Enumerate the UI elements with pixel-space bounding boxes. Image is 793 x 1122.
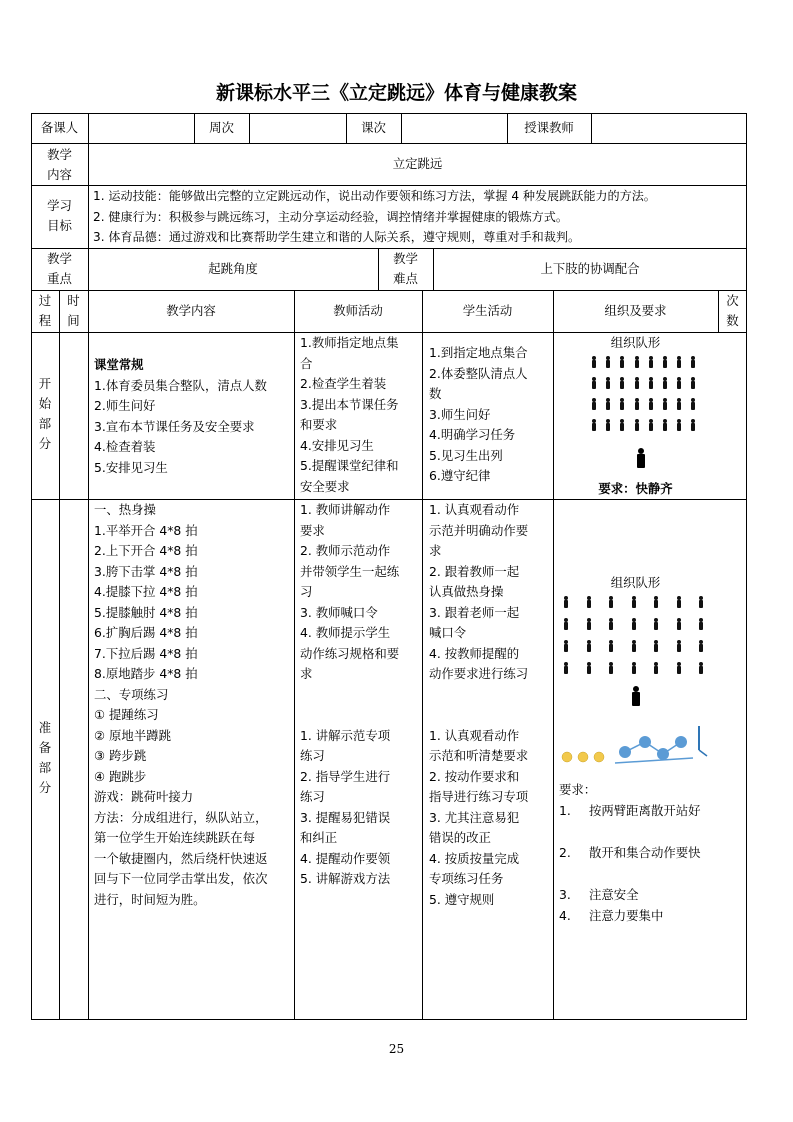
start-formation-diagram (553, 356, 718, 476)
col-time-line: 间 (67, 313, 80, 328)
prep-teacher-line: 4. 提醒动作要领 (300, 850, 391, 866)
student-figure-icon (563, 596, 569, 608)
prep-student-line: 2. 跟着教师一起 (429, 563, 520, 579)
student-figure-icon (698, 596, 704, 608)
prep-student-line: 认真做热身操 (429, 584, 504, 599)
student-figure-icon (586, 662, 592, 674)
start-student-line: 数 (429, 386, 442, 401)
prep-teacher-line: 3. 提醒易犯错误 (300, 809, 391, 825)
preparer-value[interactable] (88, 113, 194, 143)
return-path-arrow (615, 758, 693, 763)
prep-content-line: 进行，时间短为胜。 (94, 891, 206, 907)
key-label-line: 教学 (47, 251, 72, 266)
student-figure-icon (605, 377, 611, 389)
section-label-char: 部 (38, 416, 52, 431)
start-content-item: 1.体育委员集合整队，清点人数 (94, 377, 267, 393)
prep-student-line: 3. 尤其注意易犯 (429, 809, 520, 825)
start-student-line: 1.到指定地点集合 (429, 345, 528, 360)
student-figure-icon (698, 640, 704, 652)
col-count-line: 次 (726, 293, 739, 308)
student-figure-icon (631, 640, 637, 652)
req-text-line: 按两臂距离散开站好 (589, 803, 701, 818)
start-section-label (31, 374, 59, 464)
start-teacher-line: 1.教师指定地点集 (300, 335, 399, 350)
student-figure-icon (653, 618, 659, 630)
week-value[interactable] (249, 113, 346, 143)
req-number: 2. (559, 845, 571, 860)
student-figure-icon (591, 377, 597, 389)
prep-student-line: 喊口令 (429, 625, 467, 640)
difficulty-label-line: 难点 (393, 271, 418, 286)
prep-student-line: 动作要求进行练习 (429, 666, 529, 681)
prep-student-line: 4. 按教师提醒的 (429, 645, 520, 661)
lesson-value[interactable] (401, 113, 507, 143)
prep-content (94, 500, 294, 920)
col-count (718, 291, 747, 332)
section-label-char: 分 (38, 436, 52, 451)
prep-teacher-line: 和纠正 (300, 830, 338, 845)
student-figure-icon (698, 618, 704, 630)
prep-content-line: 二、专项练习 (94, 686, 169, 702)
student-figure-icon (591, 419, 597, 431)
student-figure-icon (586, 618, 592, 630)
prep-student-line: 1. 认真观看动作 (429, 727, 520, 743)
col-count-line: 数 (726, 313, 739, 328)
student-figure-icon (676, 662, 682, 674)
student-figure-icon (586, 640, 592, 652)
prep-student-line: 求 (429, 543, 442, 558)
difficulty-value: 上下肢的协调配合 (540, 260, 640, 276)
prep-student-line: 2. 按动作要求和 (429, 768, 520, 784)
start-teacher-line: 合 (300, 355, 313, 371)
student-figure-icon (662, 377, 668, 389)
prep-teacher-line: 2. 教师示范动作 (300, 543, 391, 558)
prep-content-line: 8.原地踏步 4*8 拍 (94, 666, 198, 681)
start-content-title: 课堂常规 (94, 357, 144, 372)
prep-teacher-line: 1. 讲解示范专项 (300, 727, 391, 743)
prep-teacher-line: 要求 (300, 522, 325, 538)
student-figure-icon (690, 377, 696, 389)
teacher-figure-icon (636, 448, 646, 468)
start-student-line: 6.遵守纪律 (429, 468, 491, 483)
student-figure-icon (676, 356, 682, 368)
prep-teacher (300, 500, 422, 900)
student-figure-icon (662, 419, 668, 431)
start-teacher (300, 333, 422, 499)
prep-content-line: 2.上下开合 4*8 拍 (94, 543, 198, 558)
goal-item: 1. 运动技能：能够做出完整的立定跳远动作，说出动作要领和练习方法，掌握 4 种发展跳跃能力的方法。 (93, 189, 656, 203)
content-label-line: 教学 (47, 147, 72, 162)
content-value: 立定跳远 (392, 155, 443, 171)
prep-teacher-line: 求 (300, 666, 313, 681)
col-time-line: 时 (67, 293, 80, 308)
section-label-char: 部 (38, 760, 52, 775)
start-student (429, 343, 553, 493)
start-student-line: 2.体委整队清点人 (429, 365, 528, 381)
prep-teacher-line: 动作练习规格和要 (300, 645, 400, 661)
jump-path-arrow (625, 742, 681, 754)
prep-content-line: 5.提膝触肘 4*8 拍 (94, 604, 198, 620)
prep-content-line: ① 提踵练习 (94, 707, 159, 722)
prep-student-line (429, 685, 553, 706)
prep-student-line: 指导进行练习专项 (429, 789, 529, 804)
page-number: 25 (388, 1042, 405, 1056)
start-content-item: 2.师生问好 (94, 398, 156, 413)
prep-content-line: 7.下拉后踢 4*8 拍 (94, 645, 198, 661)
student-figure-icon (653, 640, 659, 652)
prep-content-line: 1.平举开合 4*8 拍 (94, 522, 198, 538)
prep-content-line: 第一位学生开始连续跳跃在每 (94, 830, 256, 845)
req-text-line: 散开和集合动作要快 (589, 845, 701, 860)
teacher-name-value[interactable] (591, 113, 747, 143)
preparer-label: 备课人 (40, 119, 79, 135)
lesson-label: 课次 (361, 119, 386, 135)
agility-ring-icon (675, 736, 687, 748)
student-figure-icon (634, 356, 640, 368)
col-process-line: 程 (38, 313, 52, 328)
prep-content-line: 6.扩胸后踢 4*8 拍 (94, 625, 198, 640)
prep-student-line: 错误的改正 (429, 830, 491, 845)
student-figure-icon (676, 618, 682, 630)
student-figure-icon (631, 662, 637, 674)
student-figure-icon (605, 356, 611, 368)
teacher-name-label: 授课教师 (524, 119, 574, 135)
student-figure-icon (591, 398, 597, 410)
prep-content-line: 4.提膝下拉 4*8 拍 (94, 584, 198, 599)
student-figure-icon (662, 398, 668, 410)
prep-student-line: 1. 认真观看动作 (429, 502, 520, 517)
prep-teacher-line: 4. 教师提示学生 (300, 625, 391, 640)
agility-ring-icon (619, 746, 631, 758)
section-label-char: 备 (38, 740, 52, 755)
prep-content-line: ③ 跨步跳 (94, 748, 147, 763)
start-teacher-line: 和要求 (300, 417, 338, 432)
relay-game-diagram (555, 718, 715, 772)
student-figure-icon (648, 398, 654, 410)
section-label-char: 准 (38, 720, 52, 735)
start-teacher-line: 3.提出本节课任务 (300, 396, 399, 412)
pole-arrow (699, 750, 707, 756)
student-figure-icon (676, 640, 682, 652)
prep-teacher-line: 习 (300, 584, 313, 599)
prep-teacher-line (300, 705, 422, 726)
student-figure-icon (690, 356, 696, 368)
student-figure-icon (563, 640, 569, 652)
col-org: 组织及要求 (604, 302, 667, 318)
req-text (589, 843, 715, 885)
student-figure-icon (631, 618, 637, 630)
start-teacher-line: 4.安排见习生 (300, 437, 374, 453)
student-figure-icon (631, 596, 637, 608)
teacher-figure-icon (631, 686, 641, 706)
student-figure-icon (690, 419, 696, 431)
prep-section-label (31, 718, 59, 808)
student-figure-icon (676, 398, 682, 410)
student-face-icon (578, 752, 588, 762)
prep-student-line: 专项练习任务 (429, 871, 504, 886)
week-label: 周次 (209, 119, 234, 135)
start-content-item: 3.宣布本节课任务及安全要求 (94, 418, 255, 434)
col-time (59, 291, 88, 332)
prep-req-label: 要求： (559, 782, 597, 797)
prep-teacher-line: 练习 (300, 748, 325, 763)
prep-content-line: ④ 跑跳步 (94, 768, 147, 784)
student-figure-icon (605, 419, 611, 431)
key-point-label (31, 249, 88, 290)
col-student: 学生活动 (462, 302, 513, 318)
student-figure-icon (605, 398, 611, 410)
student-figure-icon (698, 662, 704, 674)
student-figure-icon (619, 419, 625, 431)
start-content-item: 5.安排见习生 (94, 459, 168, 475)
start-org-requirement: 要求：快静齐 (598, 481, 673, 496)
student-figure-icon (662, 356, 668, 368)
student-figure-icon (608, 640, 614, 652)
prep-content-line: 回与下一位同学击掌出发，依次 (94, 871, 268, 886)
difficulty-label-line: 教学 (393, 251, 418, 266)
student-figure-icon (634, 377, 640, 389)
key-point-value: 起跳角度 (208, 260, 258, 276)
prep-student-line: 5. 遵守规则 (429, 891, 495, 907)
section-label-char: 始 (38, 396, 52, 411)
content-row-label (31, 145, 88, 185)
student-figure-icon (653, 596, 659, 608)
student-figure-icon (586, 596, 592, 608)
prep-student-line: 4. 按质按量完成 (429, 850, 520, 866)
req-number: 4. (559, 908, 571, 923)
start-student-line: 5.见习生出列 (429, 447, 503, 463)
student-figure-icon (619, 356, 625, 368)
prep-content-line: 3.胯下击掌 4*8 拍 (94, 563, 198, 579)
goal-item: 2. 健康行为：积极参与跳远练习，主动分享运动经验，调控情绪并掌握健康的锻炼方式。 (93, 209, 568, 224)
prep-content-line: 一、热身操 (94, 502, 156, 517)
agility-ring-icon (657, 748, 669, 760)
student-figure-icon (608, 596, 614, 608)
student-figure-icon (690, 398, 696, 410)
key-label-line: 重点 (47, 271, 72, 286)
page-title: 新课标水平三《立定跳远》体育与健康教案 (215, 82, 577, 104)
start-student-line: 4.明确学习任务 (429, 427, 516, 442)
col-process (31, 291, 59, 332)
student-figure-icon (648, 377, 654, 389)
req-text: 注意安全 (589, 887, 639, 902)
start-content-item: 4.检查着装 (94, 439, 156, 454)
prep-teacher-line: 2. 指导学生进行 (300, 768, 391, 784)
prep-teacher-line: 练习 (300, 789, 325, 804)
prep-teacher-line: 3. 教师喊口令 (300, 604, 378, 620)
prep-content-line: 方法：分成组进行，纵队站立， (94, 809, 268, 825)
student-face-icon (594, 752, 604, 762)
req-number: 3. (559, 887, 571, 902)
prep-teacher-line: 5. 讲解游戏方法 (300, 871, 391, 886)
goals-list (93, 186, 747, 248)
agility-ring-icon (639, 736, 651, 748)
prep-student-line: 示范并明确动作要 (429, 522, 529, 538)
req-text: 注意力要集中 (589, 908, 664, 923)
student-figure-icon (591, 356, 597, 368)
req-number: 1. (559, 803, 571, 818)
prep-student (429, 500, 553, 920)
section-label-char: 分 (38, 780, 52, 795)
student-face-icon (562, 752, 572, 762)
goal-item: 3. 体育品德：通过游戏和比赛帮助学生建立和谐的人际关系，遵守规则，尊重对手和裁判。 (93, 230, 581, 244)
prep-formation-diagram (553, 596, 718, 714)
col-teacher: 教师活动 (333, 302, 383, 318)
content-label-line: 内容 (47, 167, 72, 182)
prep-content-line: ② 原地半蹲跳 (94, 727, 171, 743)
student-figure-icon (563, 662, 569, 674)
prep-student-line: 示范和听清楚要求 (429, 748, 529, 763)
student-figure-icon (676, 596, 682, 608)
goals-label-line: 目标 (47, 218, 72, 233)
start-teacher-line: 5.提醒课堂纪律和 (300, 458, 399, 473)
section-label-char: 开 (38, 376, 52, 391)
student-figure-icon (653, 662, 659, 674)
col-process-line: 过 (38, 293, 52, 308)
student-figure-icon (648, 356, 654, 368)
prep-student-line: 3. 跟着老师一起 (429, 604, 520, 620)
start-teacher-line: 2.检查学生着装 (300, 376, 387, 391)
student-figure-icon (634, 419, 640, 431)
goals-label-line: 学习 (47, 198, 72, 213)
start-org-title: 组织队形 (610, 335, 661, 350)
goals-label (31, 196, 88, 240)
start-teacher-line: 安全要求 (300, 478, 350, 494)
start-content (94, 355, 294, 485)
prep-org-title: 组织队形 (610, 575, 661, 590)
prep-teacher-line (300, 685, 422, 706)
student-figure-icon (608, 662, 614, 674)
start-student-line: 3.师生问好 (429, 406, 491, 422)
prep-content-line: 一个敏捷圈内，然后绕杆快速返 (94, 850, 268, 866)
student-figure-icon (619, 398, 625, 410)
prep-content-line: 游戏：跳荷叶接力 (94, 789, 194, 804)
req-text (589, 801, 715, 843)
student-figure-icon (608, 618, 614, 630)
student-figure-icon (676, 377, 682, 389)
student-figure-icon (619, 377, 625, 389)
prep-student-line (429, 705, 553, 726)
student-figure-icon (676, 419, 682, 431)
col-content: 教学内容 (166, 302, 216, 318)
prep-teacher-line: 并带领学生一起练 (300, 563, 400, 579)
difficulty-label (378, 249, 433, 290)
student-figure-icon (634, 398, 640, 410)
student-figure-icon (563, 618, 569, 630)
prep-teacher-line: 1. 教师讲解动作 (300, 502, 391, 517)
student-figure-icon (648, 419, 654, 431)
